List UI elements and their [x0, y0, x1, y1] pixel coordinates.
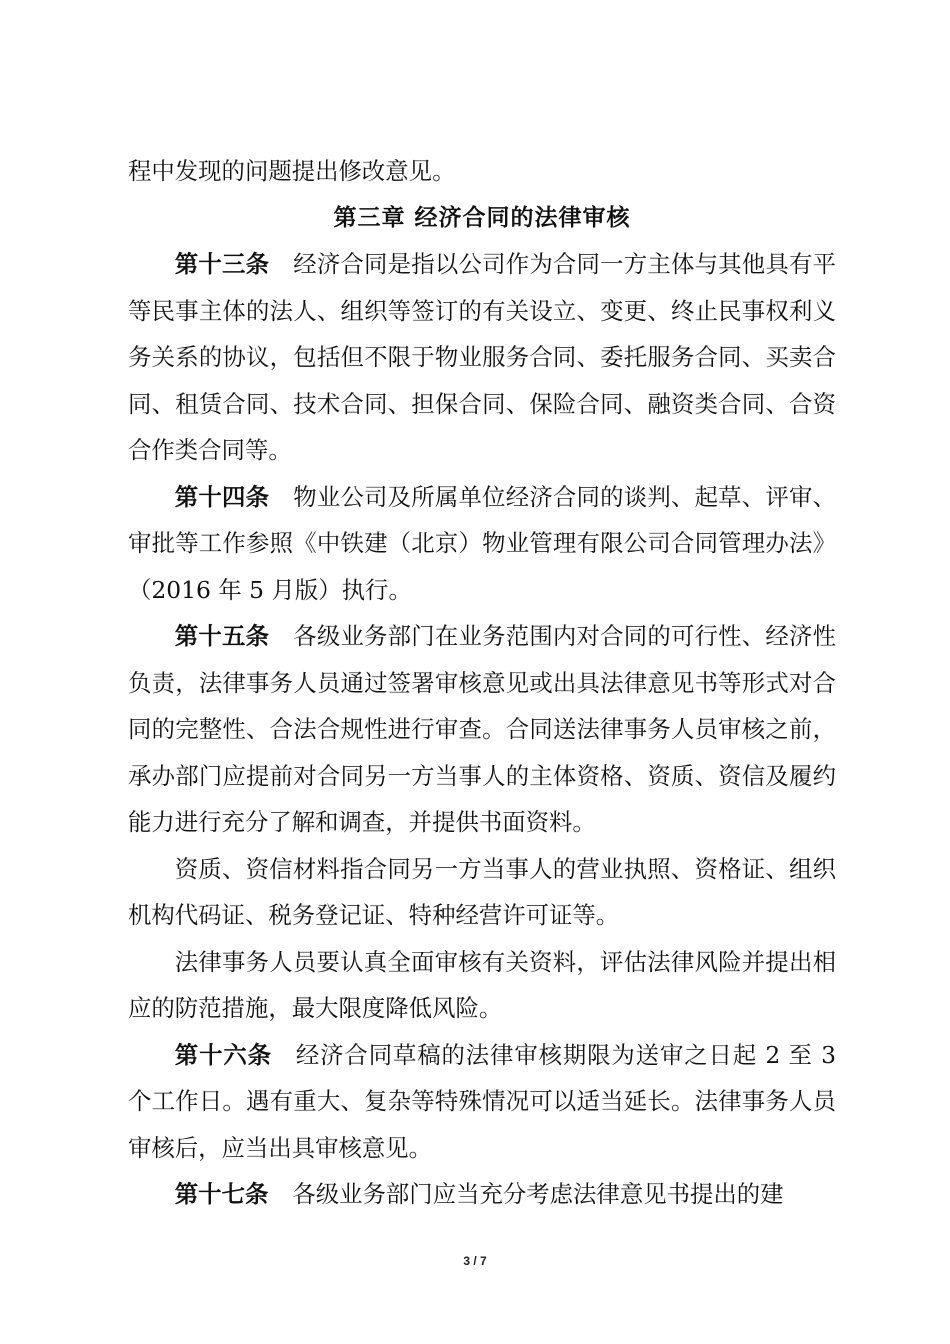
article-label: 第十三条 — [174, 250, 270, 278]
chapter-title: 第三章 经济合同的法律审核 — [333, 204, 631, 231]
article-label: 第十六条 — [174, 1040, 272, 1069]
article-text: 各级业务部门应当充分考虑法律意见书提出的建 — [292, 1180, 784, 1208]
article-16 — [128, 1032, 836, 1172]
article-text: 经济合同是指以公司作为合同一方主体与其他具有平等民事主体的法人、组织等签订的有关设立、变更、终止民事权利义务关系的协议，包括但不限于物业服务合同、委托服务合同、买卖合同、租赁合同、技术合同、担保合同、保险合同、融资类合同、合资合作类合同等。 — [128, 250, 837, 464]
article-15 — [128, 613, 836, 846]
legal-review-paragraph: 法律事务人员要认真全面审核有关资料，评估法律风险并提出相应的防范措施，最大限度降低风险。 — [128, 947, 836, 1022]
article-label: 第十五条 — [174, 622, 270, 650]
article-13 — [128, 241, 836, 474]
article-label: 第十四条 — [174, 482, 270, 511]
article-text: 各级业务部门在业务范围内对合同的可行性、经济性负责，法律事务人员通过签署审核意见或出具法律意见书等形式对合同的完整性、合法合规性进行审查。合同送法律事务人员审核之前，承办部门应提前对合同另一方当事人的主体资格、资质、资信及履约能力进行充分了解和调查，并提供书面资料。 — [128, 622, 837, 836]
article-label: 第十七条 — [174, 1180, 269, 1208]
article-text: 物业公司及所属单位经济合同的谈判、起草、评审、审批等工作参照《中铁建（北京）物业管理有限公司合同管理办法》（2016 年 5 月版）执行。 — [128, 482, 837, 604]
article-14 — [128, 474, 836, 614]
document-body — [128, 148, 836, 1218]
qualification-materials-paragraph: 资质、资信材料指合同另一方当事人的营业执照、资格证、组织机构代码证、税务登记证、特种经营许可证等。 — [128, 854, 836, 929]
article-17 — [128, 1171, 836, 1218]
page-number: 3 / 7 — [463, 1254, 487, 1268]
continuation-paragraph: 程中发现的问题提出修改意见。 — [128, 157, 456, 185]
article-text: 经济合同草稿的法律审核期限为送审之日起 2 至 3 个工作日。遇有重大、复杂等特殊情况可以适当延长。法律事务人员审核后，应当出具审核意见。 — [128, 1040, 837, 1162]
